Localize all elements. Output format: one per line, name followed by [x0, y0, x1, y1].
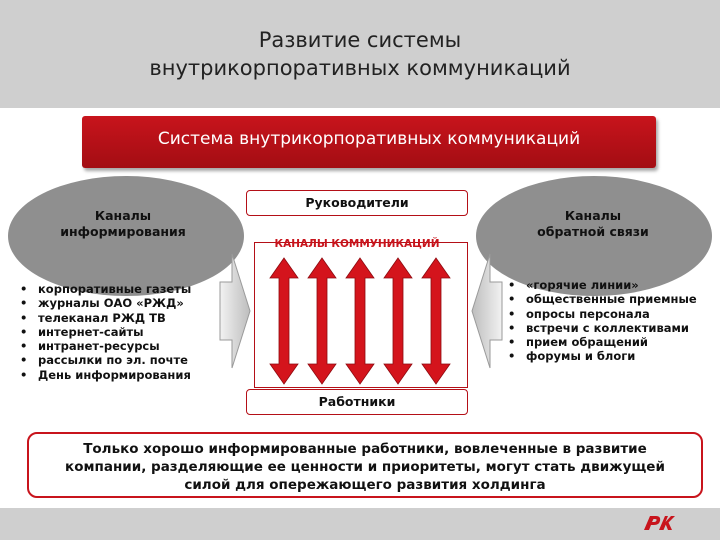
- conclusion-line3: силой для опережающего развития холдинга: [184, 477, 546, 493]
- list-item: • рассылки по эл. почте: [20, 353, 220, 367]
- info-channels-title: [28, 208, 218, 240]
- feedback-channels-title-line1: Каналы: [564, 208, 622, 223]
- list-item: • телеканал РЖД ТВ: [20, 311, 220, 325]
- info-channels-list: [20, 282, 220, 382]
- page-title: [0, 26, 720, 82]
- double-arrows-group: [262, 256, 462, 386]
- double-arrow-icon: [346, 258, 374, 384]
- page-title-line2: внутрикорпоративных коммуникаций: [149, 56, 571, 80]
- list-item: • День информирования: [20, 368, 220, 382]
- arrow-right-icon: [218, 252, 252, 370]
- list-item: • прием обращений: [508, 335, 713, 349]
- list-item: • опросы персонала: [508, 307, 713, 321]
- managers-label: Руководители: [246, 190, 468, 216]
- double-arrow-icon: [384, 258, 412, 384]
- double-arrow-icon: [270, 258, 298, 384]
- footer-bar: [0, 508, 720, 540]
- system-banner: [82, 116, 656, 168]
- list-item: • «горячие линии»: [508, 278, 713, 292]
- list-item: • корпоративные газеты: [20, 282, 220, 296]
- arrow-left-icon: [470, 252, 504, 370]
- channels-label: КАНАЛЫ КОММУНИКАЦИЙ: [274, 238, 440, 250]
- rzd-logo: [640, 512, 676, 538]
- list-item: • интернет-сайты: [20, 325, 220, 339]
- info-channels-title-line1: Каналы: [94, 208, 152, 223]
- feedback-channels-title: [498, 208, 688, 240]
- system-banner-text: Система внутрикорпоративных коммуникаций: [157, 129, 581, 149]
- info-channels-ellipse: [8, 176, 244, 296]
- feedback-channels-list: [508, 278, 713, 364]
- conclusion-text: [29, 440, 701, 494]
- page-title-line1: Развитие системы: [258, 28, 462, 52]
- rzd-logo-icon: [640, 512, 676, 534]
- double-arrow-icon: [308, 258, 336, 384]
- list-item: • встречи с коллективами: [508, 321, 713, 335]
- double-arrow-icon: [422, 258, 450, 384]
- conclusion-line1: Только хорошо информированные работники, вовлеченные в развитие: [83, 441, 647, 457]
- list-item: • интранет-ресурсы: [20, 339, 220, 353]
- feedback-channels-title-line2: обратной связи: [537, 224, 649, 239]
- employees-label: Работники: [246, 389, 468, 415]
- list-item: • общественные приемные: [508, 292, 713, 306]
- list-item: • журналы ОАО «РЖД»: [20, 296, 220, 310]
- conclusion-box: [27, 432, 703, 498]
- info-channels-title-line2: информирования: [60, 224, 186, 239]
- conclusion-line2: компании, разделяющие ее ценности и приоритеты, могут стать движущей: [65, 459, 665, 475]
- list-item: • форумы и блоги: [508, 349, 713, 363]
